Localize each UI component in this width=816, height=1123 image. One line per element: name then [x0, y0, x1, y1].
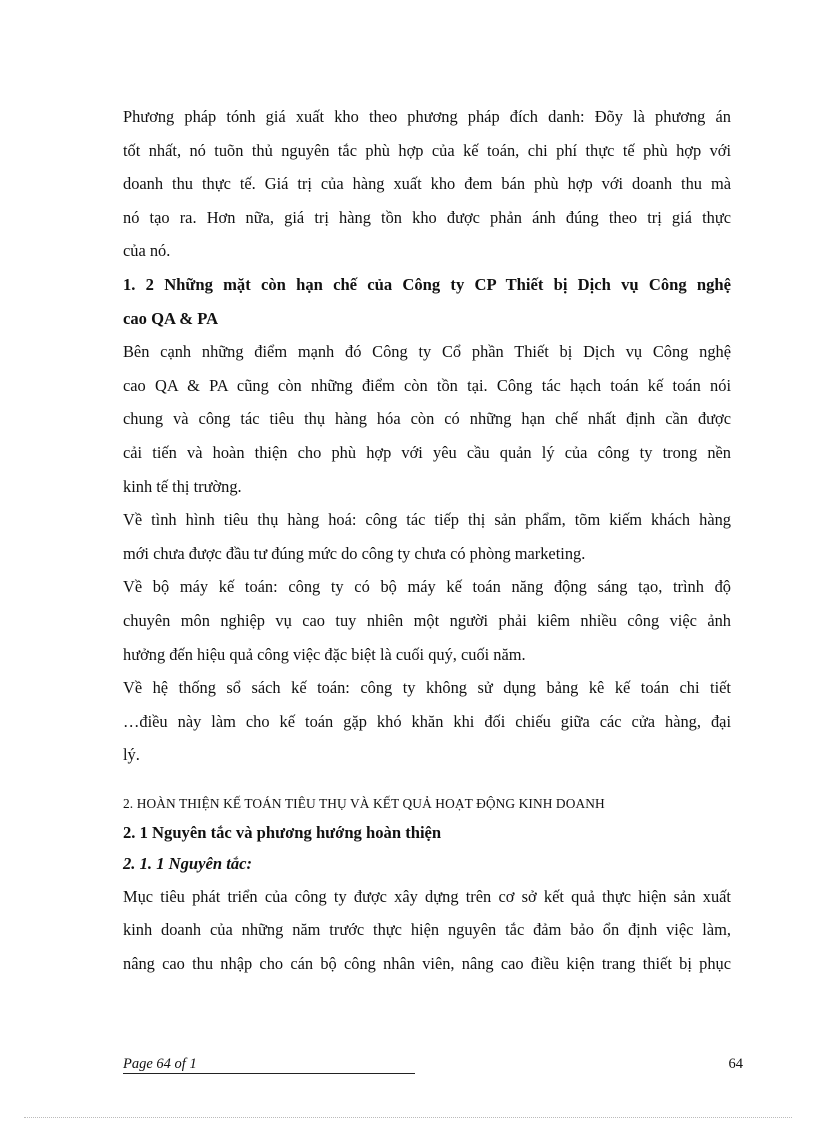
paragraph-valuation-method: [123, 100, 731, 268]
text-line: hưởng đến hiệu quả công việc đặc biệt là cuối quý, cuối năm.: [123, 644, 526, 664]
text-line: kinh tế thị trường.: [123, 476, 242, 496]
footer-page-number: 64: [728, 1056, 743, 1072]
page-bottom-divider: [24, 1117, 792, 1118]
paragraph-development-goals: [123, 880, 731, 981]
text-line: cao QA & PA cũng còn những điểm còn tồn tại. Công tác hạch toán kế toán nói: [123, 375, 731, 395]
text-line: Về tình hình tiêu thụ hàng hoá: công tác tiếp thị sản phẩm, tõm kiếm khách hàng: [123, 510, 731, 530]
text-line: Mục tiêu phát triển của công ty được xây dựng trên cơ sở kết quả thực hiện sản xuất: [123, 886, 731, 906]
heading-line: cao QA & PA: [123, 308, 219, 328]
text-line: …điều này làm cho kế toán gặp khó khăn khi đối chiếu giữa các cửa hàng, đại: [123, 711, 731, 731]
text-line: Về bộ máy kế toán: công ty có bộ máy kế toán năng động sáng tạo, trình độ: [123, 577, 731, 597]
text-line: nâng cao thu nhập cho cán bộ công nhân viên, nâng cao điều kiện trang thiết bị phục: [123, 954, 731, 974]
text-line: kinh doanh của những năm trước thực hiện nguyên tắc đảm bảo ổn định việc làm,: [123, 920, 731, 940]
text-line: chung và công tác tiêu thụ hàng hóa còn có những hạn chế nhất định cần được: [123, 409, 731, 429]
chapter-heading: 2. HOÀN THIỆN KẾ TOÁN TIÊU THỤ VÀ KẾT QUẢ HOẠT ĐỘNG KINH DOANH: [123, 795, 605, 811]
section-heading-limitations: [123, 268, 731, 335]
text-line: doanh thu thực tế. Giá trị của hàng xuất kho đem bán phù hợp với doanh thu mà: [123, 174, 731, 194]
text-line: nó tạo ra. Hơn nữa, giá trị hàng tồn kho được phản ánh đúng theo trị giá thực: [123, 207, 731, 227]
text-line: của nó.: [123, 241, 171, 261]
text-line: Về hệ thống sổ sách kế toán: công ty không sử dụng bảng kê kế toán chi tiết: [123, 678, 731, 698]
paragraph-bookkeeping-system: [123, 671, 731, 772]
text-line: lý.: [123, 745, 140, 765]
text-line: tốt nhất, nó tuõn thủ nguyên tắc phù hợp của kế toán, chi phí thực tế phù hợp với: [123, 140, 731, 160]
text-line: Bên cạnh những điểm mạnh đó Công ty Cổ phần Thiết bị Dịch vụ Công nghệ: [123, 342, 731, 362]
subsection-heading-principles: 2. 1. 1 Nguyên tắc:: [123, 853, 253, 873]
text-line: cải tiến và hoàn thiện cho phù hợp với yêu cầu quản lý của công ty trong nền: [123, 442, 731, 462]
text-line: chuyên môn nghiệp vụ cao tuy nhiên một người phải kiêm nhiều công việc ảnh: [123, 610, 731, 630]
page-content: [123, 100, 731, 981]
text-line: mới chưa được đầu tư đúng mức do công ty chưa có phòng marketing.: [123, 543, 586, 563]
heading-line: 1. 2 Những mặt còn hạn chế của Công ty CP Thiết bị Dịch vụ Công nghệ: [123, 274, 731, 294]
text-line: Phương pháp tónh giá xuất kho theo phương pháp đích danh: Đõy là phương án: [123, 107, 731, 126]
paragraph-limitations-intro: [123, 335, 731, 503]
paragraph-sales-situation: [123, 503, 731, 570]
section-heading-principles: 2. 1 Nguyên tắc và phương hướng hoàn thiện: [123, 822, 442, 842]
paragraph-accounting-apparatus: [123, 570, 731, 671]
footer-page-label: Page 64 of 1: [123, 1055, 415, 1074]
page-footer: [123, 1055, 743, 1077]
